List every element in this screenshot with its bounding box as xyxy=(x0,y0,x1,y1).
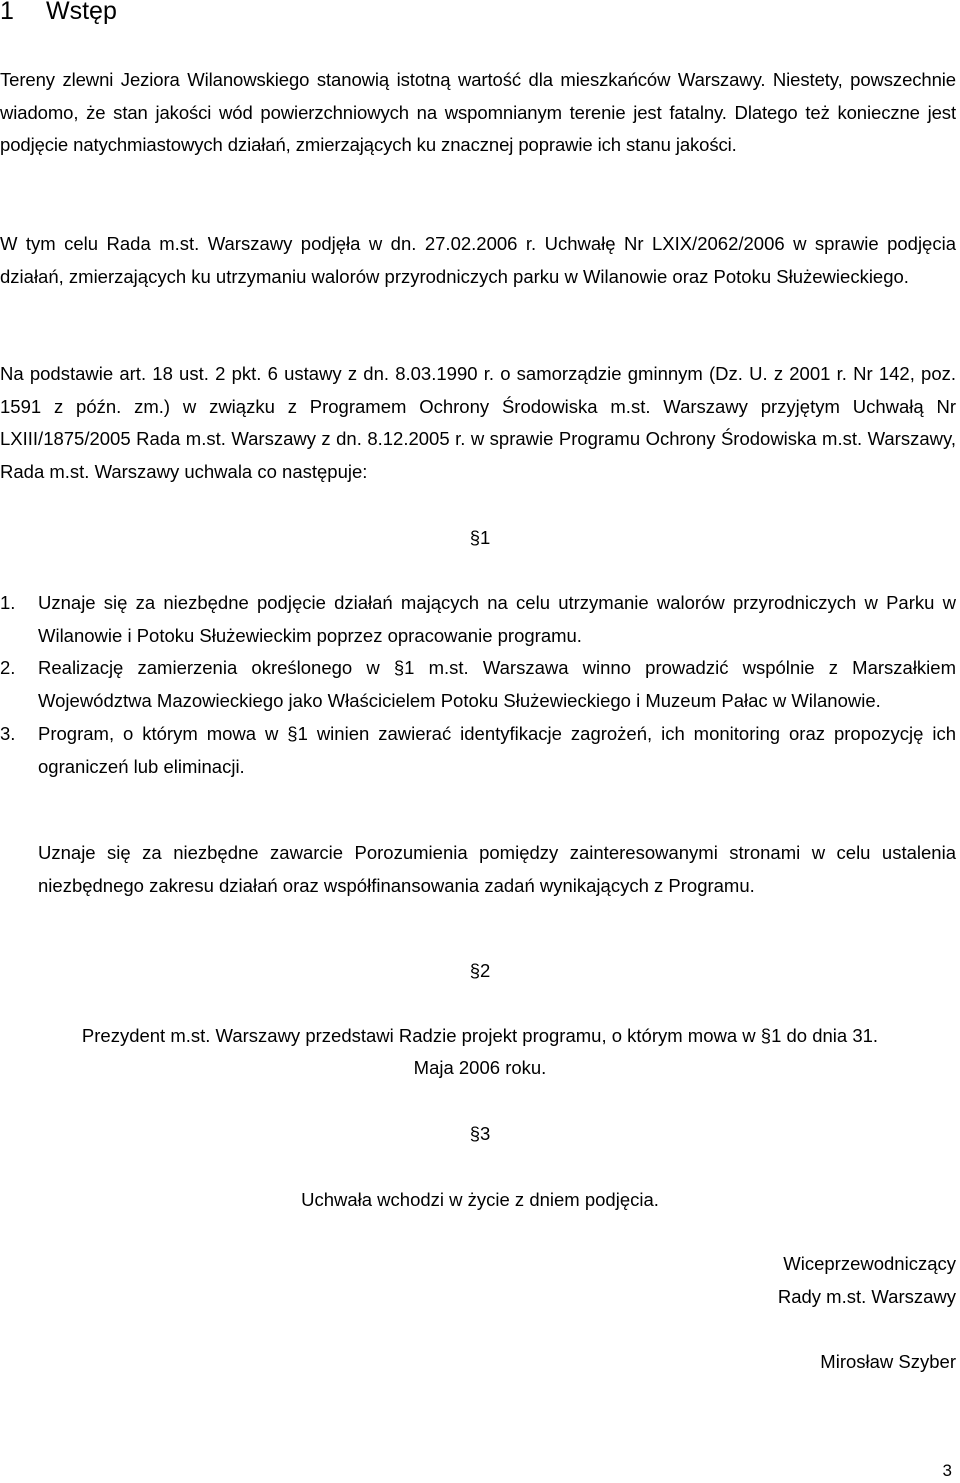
list-item-marker: 3. xyxy=(0,722,16,744)
section-1-label: §1 xyxy=(469,527,491,548)
signature-title-line-2: Rady m.st. Warszawy xyxy=(777,1286,956,1307)
list-item xyxy=(0,718,956,783)
list-item xyxy=(0,652,956,717)
signature-name: Mirosław Szyber xyxy=(820,1351,956,1372)
section-2-line-1: Prezydent m.st. Warszawy przedstawi Radzie projekt programu, o którym mowa w §1 do dnia 31. xyxy=(81,1025,879,1046)
list-item-marker: 1. xyxy=(0,592,16,613)
section-2-label: §2 xyxy=(469,960,491,981)
section-heading xyxy=(0,0,117,28)
legal-basis-paragraph: Na podstawie art. 18 ust. 2 pkt. 6 ustawy z dn. 8.03.1990 r. o samorządzie gminnym (Dz. U. z 2001 r. Nr 142, poz. 1591 z późn. zm.) w związku z Programem Ochrony Środowiska m.st. Warszawy przyjętym Uchwałą Nr LXIII/1875/2005 Rada m.st. Warszawy z dn. 8.12.2005 r. w sprawie Programu Ochrony Środowiska m.st. Warszawy, Rada m.st. Warszawy uchwala co następuje: xyxy=(0,363,956,483)
intro-paragraph: Tereny zlewni Jeziora Wilanowskiego stanowią istotną wartość dla mieszkańców Warszawy. Niestety, powszechnie wiadomo, że stan jakości wód powierzchniowych na wspomnianym terenie jest fatalny. Dlatego też konieczne jest podjęcie natychmiastowych działań, zmierzających ku znacznej poprawie ich stanu jakości. xyxy=(0,69,956,156)
section-3-text: Uchwała wchodzi w życie z dniem podjęcia. xyxy=(301,1189,659,1210)
section-1-list xyxy=(0,587,956,783)
list-item-marker: 2. xyxy=(0,657,16,679)
resolution-paragraph: W tym celu Rada m.st. Warszawy podjęła w dn. 27.02.2006 r. Uchwałę Nr LXIX/2062/2006 w sprawie podjęcia działań, zmierzających ku utrzymaniu walorów przyrodniczych parku w Wilanowie oraz Potoku Służewieckiego. xyxy=(0,233,956,287)
section-3-label: §3 xyxy=(469,1123,491,1144)
list-item-text: Uznaje się za niezbędne podjęcie działań mających na celu utrzymanie walorów przyrodniczych w Parku w Wilanowie i Potoku Służewieckim poprzez opracowanie programu. xyxy=(38,592,956,646)
signature-title-line-1: Wiceprzewodniczący xyxy=(783,1253,956,1274)
list-item-text: Realizację zamierzenia określonego w §1 m.st. Warszawa winno prowadzić wspólnie z Marszałkiem Województwa Mazowieckiego jako Właścicielem Potoku Służewieckiego i Muzeum Pałac w Wilanowie. xyxy=(38,657,956,712)
heading-number: 1 xyxy=(0,0,14,25)
page-number: 3 xyxy=(942,1461,952,1480)
heading-title: Wstęp xyxy=(46,0,117,25)
section-1-closing-paragraph: Uznaje się za niezbędne zawarcie Porozumienia pomiędzy zainteresowanymi stronami w celu ustalenia niezbędnego zakresu działań oraz współfinansowania zadań wynikających z Programu. xyxy=(38,842,956,896)
list-item-text: Program, o którym mowa w §1 winien zawierać identyfikacje zagrożeń, ich monitoring oraz propozycję ich ograniczeń lub eliminacji. xyxy=(38,722,956,777)
section-2-line-2: Maja 2006 roku. xyxy=(413,1057,547,1078)
list-item xyxy=(0,587,956,652)
